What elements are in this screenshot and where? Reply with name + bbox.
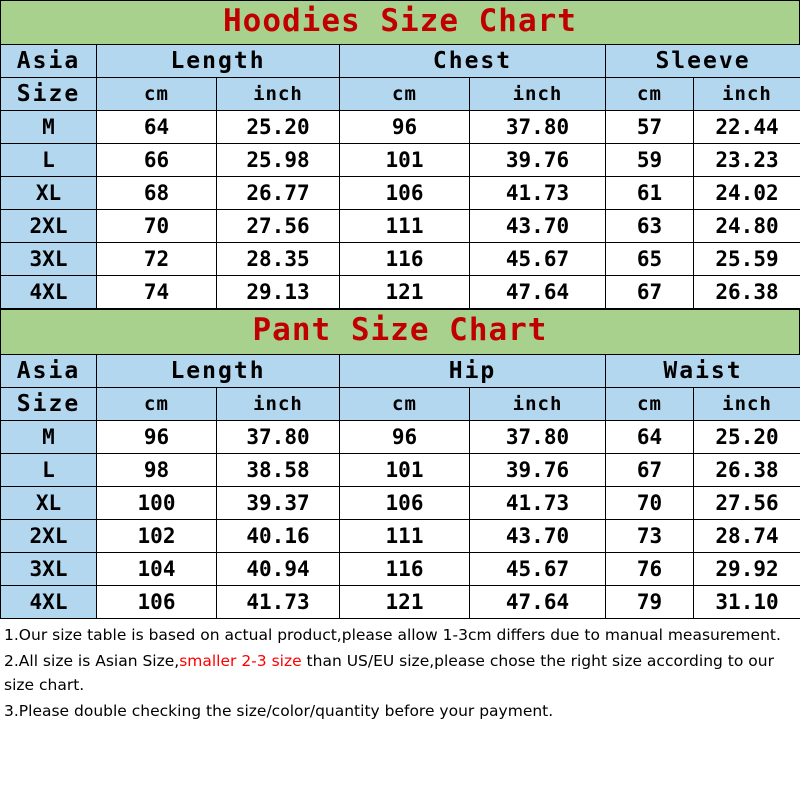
cell-value: 24.80 xyxy=(694,210,800,243)
cell-value: 64 xyxy=(97,111,217,144)
cell-value: 101 xyxy=(340,144,470,177)
row-size-label: L xyxy=(1,144,97,177)
cell-value: 66 xyxy=(97,144,217,177)
table-row xyxy=(1,552,800,585)
cell-value: 57 xyxy=(606,111,694,144)
cell-value: 29.92 xyxy=(694,552,800,585)
cell-value: 72 xyxy=(97,243,217,276)
cell-value: 26.77 xyxy=(217,177,340,210)
cell-value: 37.80 xyxy=(217,420,340,453)
row-size-label: 3XL xyxy=(1,243,97,276)
cell-value: 40.16 xyxy=(217,519,340,552)
cell-value: 70 xyxy=(606,486,694,519)
table-row xyxy=(1,144,800,177)
hoodies-size-chart-block xyxy=(0,0,800,309)
cell-value: 41.73 xyxy=(470,177,606,210)
hoodies-size-table xyxy=(0,44,800,309)
cell-value: 64 xyxy=(606,420,694,453)
row-size-label: XL xyxy=(1,177,97,210)
hoodies-chart-title: Hoodies Size Chart xyxy=(0,0,800,44)
cell-value: 37.80 xyxy=(470,111,606,144)
table-row xyxy=(1,420,800,453)
unit-length-inch: inch xyxy=(217,387,340,420)
note-2-highlight: smaller 2-3 size xyxy=(179,651,302,670)
unit-waist-inch: inch xyxy=(694,387,800,420)
table-header-row xyxy=(1,45,800,78)
cell-value: 25.20 xyxy=(694,420,800,453)
unit-length-cm: cm xyxy=(97,78,217,111)
cell-value: 65 xyxy=(606,243,694,276)
cell-value: 74 xyxy=(97,276,217,309)
cell-value: 41.73 xyxy=(470,486,606,519)
asia-label-top: Asia xyxy=(1,45,97,78)
cell-value: 96 xyxy=(340,111,470,144)
cell-value: 104 xyxy=(97,552,217,585)
cell-value: 38.58 xyxy=(217,453,340,486)
pant-chart-title: Pant Size Chart xyxy=(0,309,800,353)
cell-value: 68 xyxy=(97,177,217,210)
cell-value: 121 xyxy=(340,276,470,309)
unit-length-inch: inch xyxy=(217,78,340,111)
note-2-part2: than US/EU size,please chose the right size according to our size chart. xyxy=(4,651,774,694)
cell-value: 116 xyxy=(340,243,470,276)
cell-value: 101 xyxy=(340,453,470,486)
hoodies-group-length: Length xyxy=(97,45,340,78)
row-size-label: L xyxy=(1,453,97,486)
cell-value: 23.23 xyxy=(694,144,800,177)
table-row xyxy=(1,276,800,309)
cell-value: 67 xyxy=(606,276,694,309)
table-row xyxy=(1,210,800,243)
table-row xyxy=(1,585,800,618)
cell-value: 106 xyxy=(97,585,217,618)
unit-sleeve-inch: inch xyxy=(694,78,800,111)
cell-value: 59 xyxy=(606,144,694,177)
cell-value: 25.98 xyxy=(217,144,340,177)
row-size-label: M xyxy=(1,420,97,453)
pant-group-waist: Waist xyxy=(606,354,800,387)
size-label-bottom: Size xyxy=(1,387,97,420)
cell-value: 37.80 xyxy=(470,420,606,453)
size-notes xyxy=(0,619,800,723)
cell-value: 41.73 xyxy=(217,585,340,618)
cell-value: 47.64 xyxy=(470,276,606,309)
cell-value: 76 xyxy=(606,552,694,585)
pant-size-table xyxy=(0,354,800,619)
cell-value: 22.44 xyxy=(694,111,800,144)
note-2 xyxy=(4,649,796,697)
cell-value: 102 xyxy=(97,519,217,552)
row-size-label: XL xyxy=(1,486,97,519)
unit-waist-cm: cm xyxy=(606,387,694,420)
cell-value: 25.59 xyxy=(694,243,800,276)
table-unit-row xyxy=(1,387,800,420)
table-row xyxy=(1,486,800,519)
pant-group-hip: Hip xyxy=(340,354,606,387)
pant-size-chart-block xyxy=(0,309,800,618)
cell-value: 106 xyxy=(340,177,470,210)
unit-chest-cm: cm xyxy=(340,78,470,111)
cell-value: 27.56 xyxy=(217,210,340,243)
hoodies-group-chest: Chest xyxy=(340,45,606,78)
row-size-label: M xyxy=(1,111,97,144)
cell-value: 63 xyxy=(606,210,694,243)
cell-value: 26.38 xyxy=(694,453,800,486)
note-1: 1.Our size table is based on actual product,please allow 1-3cm differs due to manual measurement. xyxy=(4,625,781,644)
row-size-label: 3XL xyxy=(1,552,97,585)
cell-value: 27.56 xyxy=(694,486,800,519)
unit-hip-inch: inch xyxy=(470,387,606,420)
table-row xyxy=(1,177,800,210)
cell-value: 70 xyxy=(97,210,217,243)
cell-value: 96 xyxy=(97,420,217,453)
unit-chest-inch: inch xyxy=(470,78,606,111)
cell-value: 98 xyxy=(97,453,217,486)
cell-value: 29.13 xyxy=(217,276,340,309)
cell-value: 39.37 xyxy=(217,486,340,519)
cell-value: 116 xyxy=(340,552,470,585)
cell-value: 111 xyxy=(340,519,470,552)
cell-value: 25.20 xyxy=(217,111,340,144)
table-row xyxy=(1,111,800,144)
table-row xyxy=(1,519,800,552)
cell-value: 111 xyxy=(340,210,470,243)
table-unit-row xyxy=(1,78,800,111)
table-row xyxy=(1,453,800,486)
unit-hip-cm: cm xyxy=(340,387,470,420)
row-size-label: 2XL xyxy=(1,519,97,552)
row-size-label: 4XL xyxy=(1,276,97,309)
note-3: 3.Please double checking the size/color/quantity before your payment. xyxy=(4,701,554,720)
cell-value: 24.02 xyxy=(694,177,800,210)
cell-value: 39.76 xyxy=(470,453,606,486)
size-label-bottom: Size xyxy=(1,78,97,111)
asia-label-top: Asia xyxy=(1,354,97,387)
row-size-label: 2XL xyxy=(1,210,97,243)
cell-value: 31.10 xyxy=(694,585,800,618)
cell-value: 45.67 xyxy=(470,552,606,585)
cell-value: 45.67 xyxy=(470,243,606,276)
cell-value: 79 xyxy=(606,585,694,618)
cell-value: 39.76 xyxy=(470,144,606,177)
cell-value: 43.70 xyxy=(470,210,606,243)
cell-value: 26.38 xyxy=(694,276,800,309)
table-header-row xyxy=(1,354,800,387)
cell-value: 96 xyxy=(340,420,470,453)
note-2-part1: 2.All size is Asian Size, xyxy=(4,651,180,670)
cell-value: 47.64 xyxy=(470,585,606,618)
pant-group-length: Length xyxy=(97,354,340,387)
cell-value: 121 xyxy=(340,585,470,618)
table-row xyxy=(1,243,800,276)
cell-value: 61 xyxy=(606,177,694,210)
cell-value: 100 xyxy=(97,486,217,519)
cell-value: 28.74 xyxy=(694,519,800,552)
hoodies-group-sleeve: Sleeve xyxy=(606,45,800,78)
cell-value: 67 xyxy=(606,453,694,486)
unit-length-cm: cm xyxy=(97,387,217,420)
cell-value: 43.70 xyxy=(470,519,606,552)
cell-value: 106 xyxy=(340,486,470,519)
unit-sleeve-cm: cm xyxy=(606,78,694,111)
cell-value: 73 xyxy=(606,519,694,552)
row-size-label: 4XL xyxy=(1,585,97,618)
cell-value: 28.35 xyxy=(217,243,340,276)
cell-value: 40.94 xyxy=(217,552,340,585)
